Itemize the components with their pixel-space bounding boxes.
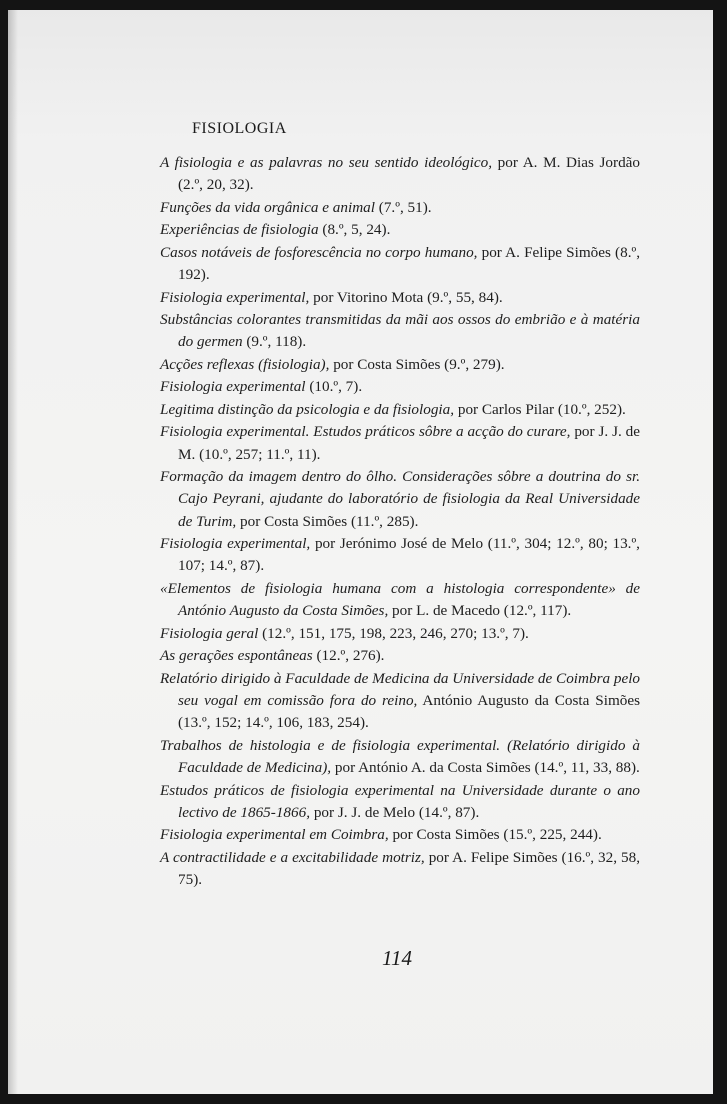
- entry-details: por Vitorino Mota (9.º, 55, 84).: [309, 288, 503, 306]
- entry-title: «Elementos de fisiologia humana com a histologia correspondente» de António Augusto da Costa Simões,: [160, 579, 640, 620]
- entry-title: Fisiologia experimental,: [160, 288, 310, 306]
- bibliography-entry: [160, 421, 640, 466]
- bibliography-entry: [160, 780, 640, 825]
- bibliography-entry: [160, 735, 640, 780]
- entry-details: (10.º, 7).: [305, 378, 363, 396]
- bibliography-entry: [160, 466, 640, 533]
- bibliography-entry: [160, 376, 640, 398]
- entry-title: Acções reflexas (fisiologia),: [160, 355, 330, 373]
- entry-title: Legitima distinção da psicologia e da fisiologia,: [160, 400, 455, 418]
- entry-title: Fisiologia experimental em Coimbra,: [160, 826, 389, 844]
- entry-details: (7.º, 51).: [374, 198, 432, 216]
- entry-details: (9.º, 118).: [242, 333, 307, 351]
- entry-details: (12.º, 276).: [312, 647, 385, 665]
- entry-title: Relatório dirigido à Faculdade de Medicina da Universidade de Coimbra pelo seu vogal em comissão fora do reino,: [160, 669, 641, 709]
- entry-details: (8.º, 5, 24).: [318, 221, 391, 239]
- entry-title: Experiências de fisiologia: [160, 221, 319, 239]
- bibliography-entry: [160, 197, 640, 219]
- bibliography-entry: [160, 309, 640, 354]
- bibliography-entry: [160, 242, 640, 287]
- page-number: 114: [382, 946, 412, 970]
- entry-details: (12.º, 151, 175, 198, 223, 246, 270; 13.º, 7).: [258, 624, 529, 642]
- entry-title: Funções da vida orgânica e animal: [160, 198, 375, 216]
- entry-details: António Augusto da Costa Simões (13.º, 152; 14.º, 106, 183, 254).: [178, 691, 640, 732]
- entry-details: por António A. da Costa Simões (14.º, 11, 33, 88).: [331, 759, 640, 777]
- bibliography-entry: [160, 645, 640, 667]
- bibliography-entry: [160, 623, 640, 645]
- binding-shadow: [8, 10, 18, 1094]
- entry-details: por Jerónimo José de Melo (11.º, 304; 12.º, 80; 13.º, 107; 14.º, 87).: [178, 535, 640, 575]
- entry-details: por Costa Simões (15.º, 225, 244).: [388, 826, 602, 844]
- entry-details: por L. de Macedo (12.º, 117).: [388, 602, 572, 620]
- bibliography-entry: [160, 287, 640, 309]
- entry-details: por A. Felipe Simões (16.º, 32, 58, 75).: [178, 848, 641, 889]
- entry-title: Fisiologia experimental. Estudos práticos sôbre a acção do curare,: [160, 423, 571, 441]
- entry-details: por A. Felipe Simões (8.º, 192).: [178, 243, 640, 284]
- entry-title: A contractilidade e a excitabilidade motriz,: [160, 848, 425, 866]
- bibliography-entry: [160, 152, 640, 197]
- bibliography-entry: [160, 533, 640, 578]
- entry-title: As gerações espontâneas: [160, 647, 313, 665]
- bibliography-entry: [160, 847, 640, 892]
- bibliography-entry: [160, 824, 640, 846]
- bibliography-entry: [160, 219, 640, 241]
- bibliography-entry: [160, 578, 640, 623]
- bibliography-entry: [160, 354, 640, 376]
- bibliography-entry: [160, 399, 640, 421]
- entry-details: por Carlos Pilar (10.º, 252).: [454, 400, 626, 418]
- entry-title: Fisiologia geral: [160, 624, 259, 642]
- entry-title: A fisiologia e as palavras no seu sentido ideológico,: [160, 154, 493, 171]
- entry-details: por A. M. Dias Jordão (2.º, 20, 32).: [178, 154, 640, 194]
- entry-title: Casos notáveis de fosforescência no corpo humano,: [160, 243, 478, 261]
- entry-title: Formação da imagem dentro do ôlho. Considerações sôbre a doutrina do sr. Cajo Peyrani, ajudante do laboratório de fisiologia da Real Universidade de Turim,: [160, 468, 640, 530]
- entry-details: por Costa Simões (11.º, 285).: [236, 512, 419, 530]
- bibliography-list: [160, 152, 640, 892]
- section-heading: FISIOLOGIA: [192, 120, 287, 137]
- entry-details: por Costa Simões (9.º, 279).: [329, 355, 505, 373]
- bibliography-entry: [160, 668, 640, 735]
- entry-details: por J. J. de Melo (14.º, 87).: [310, 803, 480, 821]
- entry-title: Estudos práticos de fisiologia experimental na Universidade durante o ano lectivo de 1865-1866,: [160, 781, 640, 821]
- entry-title: Trabalhos de histologia e de fisiologia experimental. (Relatório dirigido à Faculdade de Medicina),: [160, 736, 640, 777]
- entry-details: por J. J. de M. (10.º, 257; 11.º, 11).: [178, 423, 640, 463]
- entry-title: Substâncias colorantes transmitidas da mãi aos ossos do embrião e à matéria do germen: [160, 311, 640, 351]
- entry-title: Fisiologia experimental: [160, 378, 306, 396]
- entry-title: Fisiologia experimental,: [160, 535, 311, 553]
